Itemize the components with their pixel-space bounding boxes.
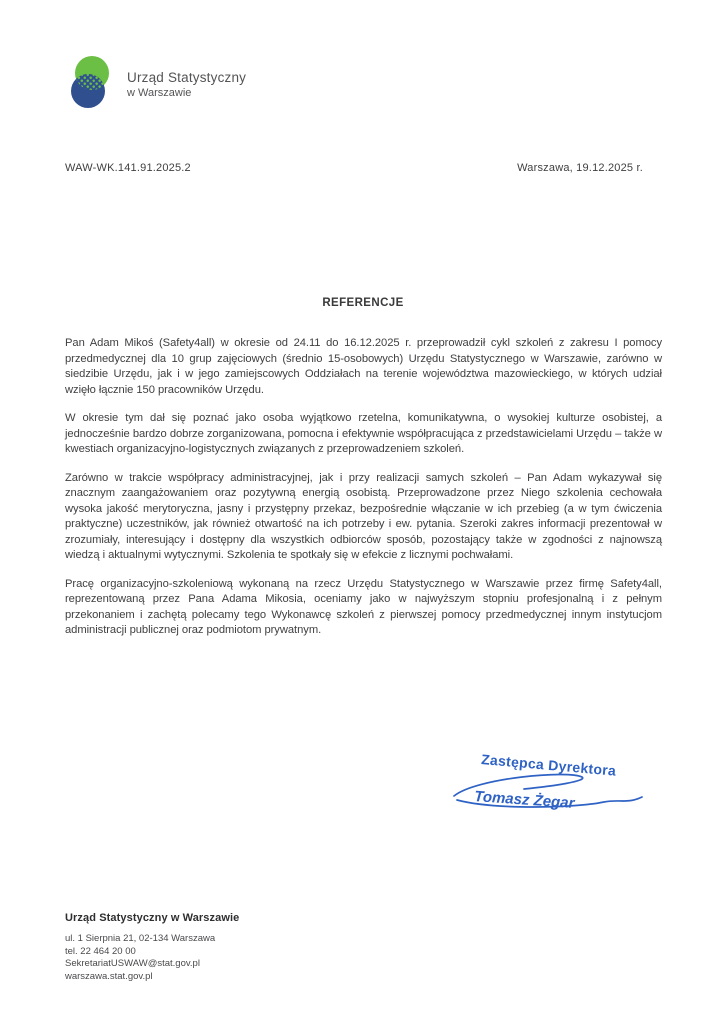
statistical-office-logo-icon	[64, 54, 116, 115]
logo-org-location: w Warszawie	[127, 87, 192, 99]
document-body	[65, 336, 662, 652]
signature-role: Zastępca Dyrektora	[480, 751, 617, 779]
paragraph-2: W okresie tym dał się poznać jako osoba wyjątkowo rzetelna, komunikatywna, o wysokiej kulturze osobistej, a jednocześnie bardzo dobrze zorganizowana, pomocna i efektywnie współpracująca z przedstawicielami Urzędu – także w kwestiach organizacyjno-logistycznych związanych z przeprowadzeniem szkoleń.	[65, 412, 662, 455]
footer	[65, 912, 239, 983]
footer-address: ul. 1 Sierpnia 21, 02-134 Warszawa	[65, 933, 216, 944]
footer-email: SekretariatUSWAW@stat.gov.pl	[65, 958, 200, 969]
footer-phone: tel. 22 464 20 00	[65, 945, 136, 957]
document-date: Warszawa, 19.12.2025 r.	[517, 162, 643, 174]
signature-name: Tomasz Żegar	[473, 788, 575, 812]
signature-flourish-icon	[450, 768, 650, 818]
footer-website: warszawa.stat.gov.pl	[65, 970, 153, 982]
footer-org-name: Urząd Statystyczny w Warszawie	[65, 912, 240, 924]
paragraph-4: Pracę organizacyjno-szkoleniową wykonaną na rzecz Urzędu Statystycznego w Warszawie przez firmę Safety4all, reprezentowaną przez Pana Adama Mikosia, oceniamy jako w najwyższym stopniu profesjonalną i z pełnym przekonaniem i zachętą polecamy tego Wykonawcę szkoleń z pierwszej pomocy przedmedycznej innym instytucjom administracji publicznej oraz podmiotom prywatnym.	[65, 577, 662, 636]
signature-block	[450, 768, 650, 818]
reference-row	[65, 162, 643, 174]
document-title: REFERENCJE	[322, 297, 404, 309]
reference-number: WAW-WK.141.91.2025.2	[65, 162, 191, 174]
logo-org-name: Urząd Statystyczny	[127, 70, 247, 85]
paragraph-3: Zarówno w trakcie współpracy administracyjnej, jak i przy realizacji samych szkoleń – Pan Adam wykazywał się znacznym zaangażowaniem oraz pozytywną energią osobistą. Przeprowadzone przez Niego szkolenia cechowała wysoka jakość merytoryczna, jasny i przystępny przekaz, bezpośrednie włączanie w ich przebieg (a w tym ćwiczenia praktyczne) uczestników, jak również otwartość na ich potrzeby i ew. pytania. Szeroki zakres informacji prezentował w zrozumiały, interesujący i dostępny dla wszystkich odbiorców sposób, pozostający także w zgodności z najnowszą wiedzą i aktualnymi wytycznymi. Szkolenia te spotkały się w efekcie z licznymi pochwałami.	[65, 471, 662, 561]
paragraph-1: Pan Adam Mikoś (Safety4all) w okresie od 24.11 do 16.12.2025 r. przeprowadził cykl szkoleń z zakresu I pomocy przedmedycznej dla 10 grup zajęciowych (średnio 15-osobowych) Urzędu Statystycznego w Warszawie, zarówno w siedzibie Urzędu, jak i w jego zamiejscowych Oddziałach na terenie województwa mazowieckiego, w których udział wzięło łącznie 150 pracowników Urzędu.	[65, 337, 662, 396]
org-logo	[64, 54, 246, 115]
